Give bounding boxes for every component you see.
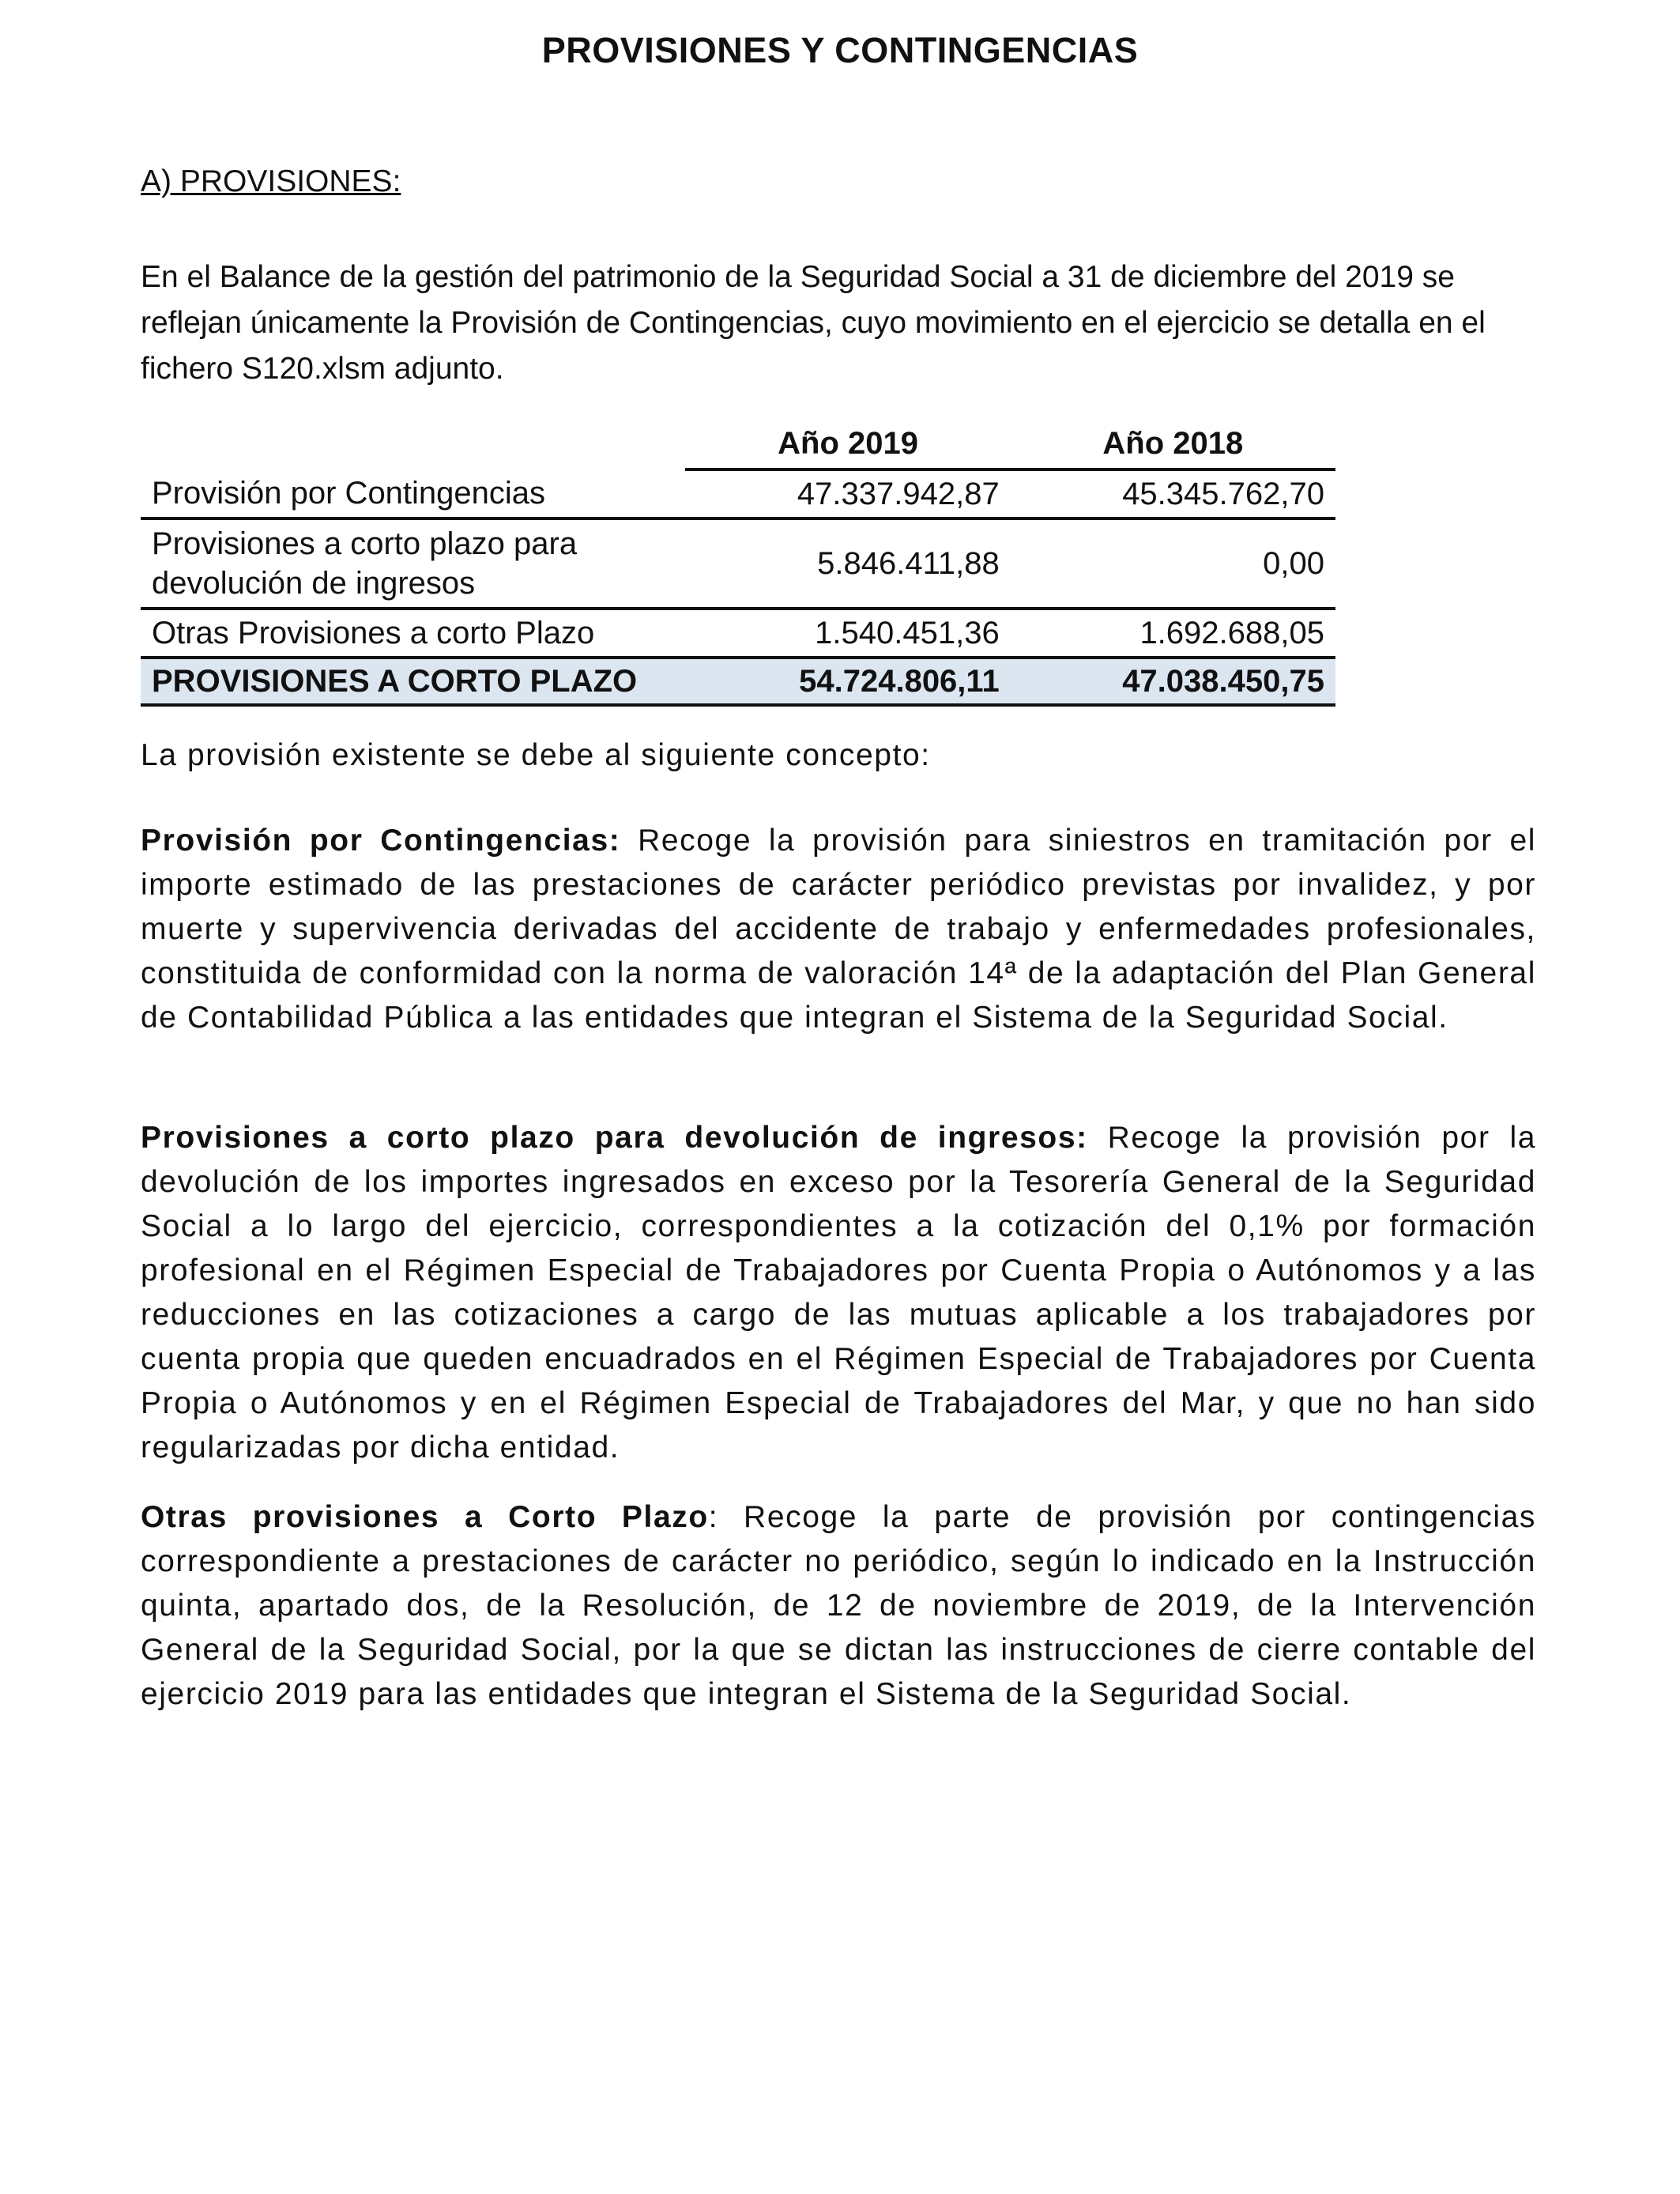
total-value-2018: 47.038.450,75 <box>1011 658 1335 705</box>
total-value-2019: 54.724.806,11 <box>685 658 1010 705</box>
header-year-2018: Año 2018 <box>1011 419 1335 469</box>
paragraph-text: Recoge la provisión para siniestros en tramitación por el importe estimado de las prestaciones de carácter periódico previstas por invalidez, y por muerte y supervivencia derivadas del accidente de trabajo y enfermedades profesionales, constituida de conformidad con la norma de valoración 14ª de la adaptación del Plan General de Contabilidad Pública a las entidades que integran el Sistema de la Seguridad Social. <box>141 824 1537 1035</box>
row-value-2019: 1.540.451,36 <box>685 609 1010 658</box>
section-heading: A) PROVISIONES: <box>141 164 401 198</box>
page-title: PROVISIONES Y CONTINGENCIAS <box>541 30 1139 70</box>
paragraph-text: Recoge la provisión por la devolución de los importes ingresados en exceso por la Tesorería General de la Seguridad Social a lo largo del ejercicio, correspondientes a la cotización del 0,1% por formación profesional en el Régimen Especial de Trabajadores por Cuenta Propia o Autónomos y a las reducciones en las cotizaciones a cargo de las mutuas aplicable a los trabajadores por cuenta propia que queden encuadrados en el Régimen Especial de Trabajadores por Cuenta Propia o Autónomos y en el Régimen Especial de Trabajadores del Mar, y que no han sido regularizadas por dicha entidad. <box>141 1121 1536 1465</box>
intro-paragraph: En el Balance de la gestión del patrimonio de la Seguridad Social a 31 de diciembre del 2019 se reflejan únicamente la Provisión de Contingencias, cuyo movimiento en el ejercicio se detalla en el fichero S120.xlsm adjunto. <box>141 260 1486 386</box>
row-value-2018: 0,00 <box>1011 518 1335 609</box>
header-year-2019: Año 2019 <box>685 419 1010 469</box>
row-label: Provisión por Contingencias <box>141 469 685 518</box>
paragraph-contingencias <box>141 819 1536 1040</box>
total-label: PROVISIONES A CORTO PLAZO <box>141 658 685 705</box>
row-label: Provisiones a corto plazo para devolución de ingresos <box>141 518 685 609</box>
row-value-2019: 5.846.411,88 <box>685 518 1010 609</box>
row-value-2018: 1.692.688,05 <box>1011 609 1335 658</box>
concept-intro: La provisión existente se debe al siguiente concepto: <box>141 738 931 772</box>
table-row <box>141 469 1335 518</box>
table-row <box>141 609 1335 658</box>
row-label: Otras Provisiones a corto Plazo <box>141 609 685 658</box>
table-row <box>141 518 1335 609</box>
paragraph-term: Provisión por Contingencias: <box>141 824 621 858</box>
paragraph-text: : Recoge la parte de provisión por contingencias correspondiente a prestaciones de carácter no periódico, según lo indicado en la Instrucción quinta, apartado dos, de la Resolución, de 12 de noviembre de 2019, de la Intervención General de la Seguridad Social, por la que se dictan las instrucciones de cierre contable del ejercicio 2019 para las entidades que integran el Sistema de la Seguridad Social. <box>141 1500 1536 1711</box>
row-value-2019: 47.337.942,87 <box>685 469 1010 518</box>
table-total-row <box>141 658 1335 705</box>
paragraph-term: Provisiones a corto plazo para devolución de ingresos: <box>141 1121 1088 1155</box>
row-value-2018: 45.345.762,70 <box>1011 469 1335 518</box>
header-label <box>141 419 685 469</box>
paragraph-term: Otras provisiones a Corto Plazo <box>141 1500 709 1534</box>
provisions-table <box>141 419 1335 707</box>
paragraph-otras <box>141 1495 1536 1717</box>
table-header-row <box>141 419 1335 469</box>
paragraph-devolucion <box>141 1116 1536 1470</box>
